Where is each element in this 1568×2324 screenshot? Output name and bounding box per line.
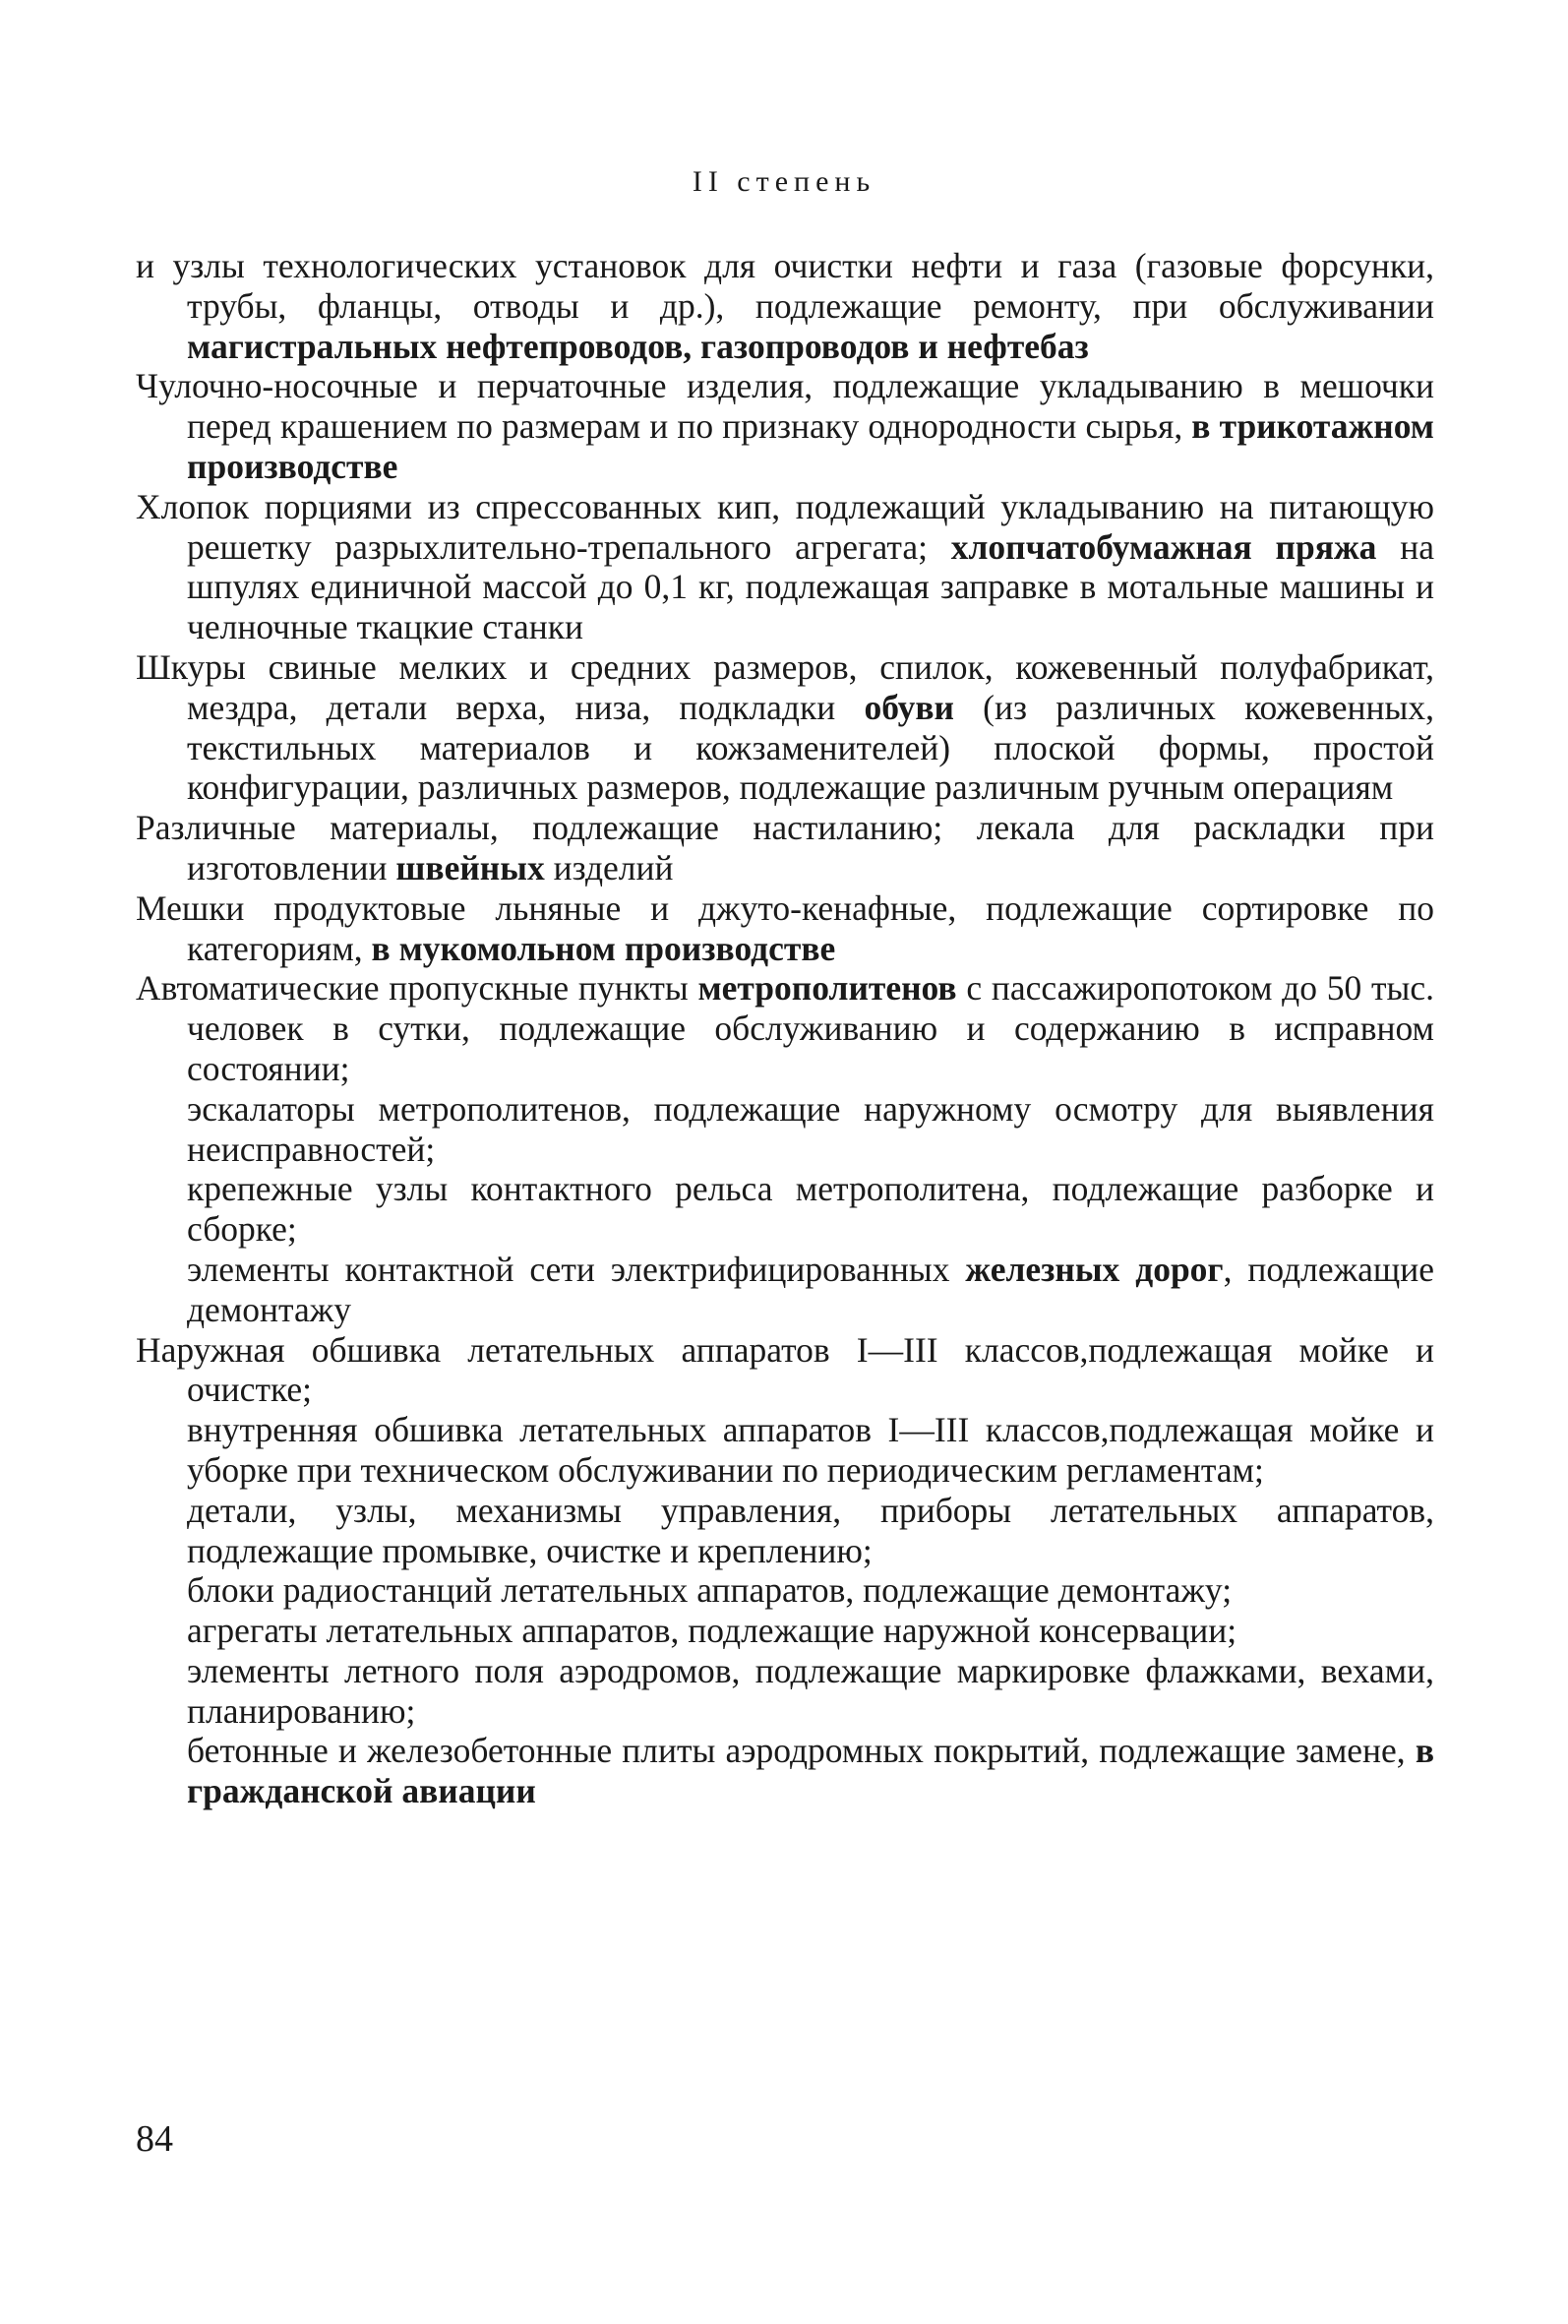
text-run: Мешки продуктовые льняные и джуто-кенафные, подлежащие сортировке по категориям, — [136, 887, 1434, 968]
text-run: , подлежащие демонтажу — [187, 1249, 1434, 1329]
bold-term: хлопчатобумажная пряжа — [950, 526, 1377, 567]
bold-term: обуви — [864, 687, 954, 727]
list-item: Наружная обшивка летательных аппаратов I—III классов,подлежащая мойке и очистке; — [136, 1329, 1434, 1410]
text-run: с пассажиропотоком до 50 тыс. человек в сутки, подлежащие обслуживанию и содержанию в исправном состоянии; — [187, 968, 1434, 1088]
text-run: Хлопок порциями из спрессованных кип, подлежащий укладыванию на питающую решетку разрыхлительно-трепального агрегата; — [136, 486, 1434, 567]
text-run: изделий — [544, 847, 674, 887]
list-item — [136, 366, 1434, 486]
text-run: бетонные и железобетонные плиты аэродромных покрытий, подлежащие замене, — [187, 1731, 1416, 1771]
sub-item: элементы летного поля аэродромов, подлежащие маркировке флажками, вехами, планированию; — [187, 1650, 1434, 1731]
list-item — [136, 647, 1434, 808]
page-number: 84 — [136, 2118, 173, 2160]
sub-item: блоки радиостанций летательных аппаратов, подлежащие демонтажу; — [187, 1570, 1233, 1611]
list-item — [136, 246, 1434, 366]
bold-term: магистральных нефтепроводов, газопроводов и нефтебаз — [187, 326, 1089, 366]
bold-term: в мукомольном производстве — [371, 928, 836, 968]
list-item — [136, 888, 1434, 969]
bold-term: в трикотажном производстве — [187, 406, 1434, 486]
sub-item — [136, 1731, 1434, 1811]
bold-term: метрополитенов — [697, 968, 957, 1009]
body-text — [136, 246, 1434, 1811]
text-run: Автоматические пропускные пункты — [136, 968, 698, 1009]
text-run: Различные материалы, подлежащие настиланию; лекала для раскладки при изготовлении — [136, 808, 1434, 887]
sub-item — [136, 1250, 1434, 1330]
text-run: и узлы технологических установок для очистки нефти и газа (газовые форсунки, трубы, фланцы, отводы и др.), подлежащие ремонту, при обслуживании — [136, 246, 1434, 326]
sub-item: крепежные узлы контактного рельса метрополитена, подлежащие разборке и сборке; — [187, 1169, 1434, 1250]
sub-item: детали, узлы, механизмы управления, приборы летательных аппаратов, подлежащие промывке, очистке и креплению; — [187, 1490, 1434, 1570]
list-item — [136, 968, 1434, 1088]
list-item — [136, 487, 1434, 647]
sub-item: внутренняя обшивка летательных аппаратов I—III классов,подлежащая мойке и уборке при техническом обслуживании по периодическим регламентам; — [187, 1410, 1434, 1490]
list-item — [136, 808, 1434, 888]
text-run: Шкуры свиные мелких и средних размеров, спилок, кожевенный полуфабрикат, мездра, детали верха, низа, подкладки — [136, 646, 1434, 727]
bold-term: железных дорог — [965, 1249, 1224, 1289]
text-run: (из различных кожевенных, текстильных материалов и кожзаменителей) плоской формы, простой конфигурации, различных размеров, подлежащие различным ручным операциям — [187, 687, 1434, 808]
text-run: элементы контактной сети электрифицированных — [187, 1249, 966, 1289]
sub-item: эскалаторы метрополитенов, подлежащие наружному осмотру для выявления неисправностей; — [187, 1088, 1434, 1169]
bold-term: швейных — [395, 847, 545, 887]
running-head: II степень — [692, 165, 876, 198]
bold-term: в гражданской авиации — [187, 1731, 1434, 1811]
text-run: Чулочно-носочные и перчаточные изделия, подлежащие укладыванию в мешочки перед крашением по размерам и по признаку однородности сырья, — [136, 366, 1434, 447]
text-run: на шпулях единичной массой до 0,1 кг, подлежащая заправке в мотальные машины и челночные ткацкие станки — [187, 526, 1434, 647]
sub-item: агрегаты летательных аппаратов, подлежащие наружной консервации; — [187, 1611, 1237, 1651]
